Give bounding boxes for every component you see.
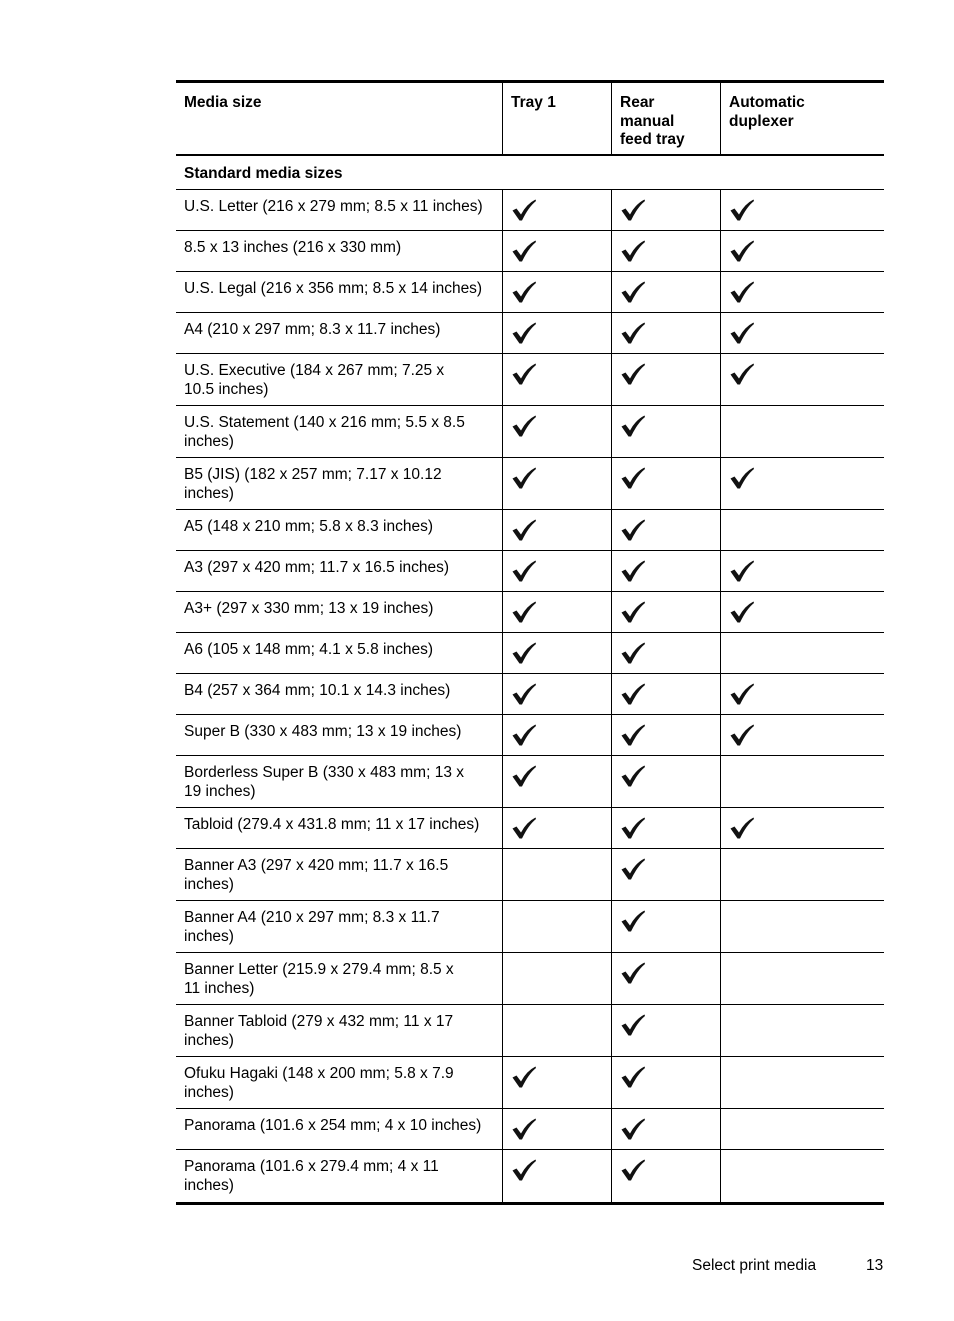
checkmark-icon: [620, 1065, 712, 1089]
rear-tray-cell: [611, 354, 720, 405]
media-size-label-line: B4 (257 x 364 mm; 10.1 x 14.3 inches): [184, 682, 451, 699]
media-size-label-line: 19 inches): [184, 782, 256, 800]
duplexer-cell: [720, 354, 884, 405]
checkmark-icon: [620, 816, 712, 840]
table-row: [176, 458, 884, 510]
rear-tray-cell: [611, 1150, 720, 1202]
table-row: [176, 808, 884, 849]
header-tray-1-line: Tray 1: [511, 94, 556, 111]
media-size-label-line: Super B (330 x 483 mm; 13 x 19 inches): [184, 723, 462, 740]
checkmark-icon: [620, 414, 712, 438]
table-row: [176, 756, 884, 808]
checkmark-icon: [620, 198, 712, 222]
media-size-label-line: A4 (210 x 297 mm; 8.3 x 11.7 inches): [184, 321, 441, 338]
checkmark-icon: [729, 466, 876, 490]
duplexer-cell: [720, 551, 884, 591]
checkmark-icon: [729, 600, 876, 624]
section-row: [176, 156, 884, 190]
table-row: [176, 633, 884, 674]
duplexer-cell: [720, 849, 884, 900]
duplexer-cell: [720, 458, 884, 509]
rear-tray-cell: [611, 901, 720, 952]
checkmark-icon: [511, 1065, 603, 1089]
duplexer-cell: [720, 510, 884, 550]
tray-1-cell: [502, 272, 611, 312]
media-size-label-line: inches): [184, 927, 234, 945]
table-row: [176, 1109, 884, 1150]
media-size-cell: [176, 231, 502, 271]
media-size-label-line: inches): [184, 1031, 234, 1049]
rear-tray-cell: [611, 633, 720, 673]
duplexer-cell: [720, 272, 884, 312]
media-size-label-line: A3+ (297 x 330 mm; 13 x 19 inches): [184, 600, 434, 617]
footer-section-title: Select print media: [692, 1257, 817, 1274]
table-row: [176, 551, 884, 592]
checkmark-icon: [620, 682, 712, 706]
checkmark-icon: [511, 280, 603, 304]
table-header-row: [176, 83, 884, 154]
checkmark-icon: [620, 764, 712, 788]
tray-1-cell: [502, 849, 611, 900]
media-size-label-line: Banner A4 (210 x 297 mm; 8.3 x 11.7: [184, 909, 440, 926]
checkmark-icon: [511, 362, 603, 386]
checkmark-icon: [511, 1158, 603, 1182]
duplexer-cell: [720, 674, 884, 714]
table-row: [176, 901, 884, 953]
rear-tray-cell: [611, 715, 720, 755]
tray-1-cell: [502, 808, 611, 848]
duplexer-cell: [720, 592, 884, 632]
checkmark-icon: [620, 961, 712, 985]
checkmark-icon: [620, 239, 712, 263]
duplexer-cell: [720, 1150, 884, 1202]
tray-1-cell: [502, 1150, 611, 1202]
media-size-label-line: inches): [184, 484, 234, 502]
table-row: [176, 190, 884, 231]
media-size-label-line: inches): [184, 875, 234, 893]
media-size-cell: [176, 1005, 502, 1056]
media-size-cell: [176, 1057, 502, 1108]
rear-tray-cell: [611, 849, 720, 900]
checkmark-icon: [620, 1013, 712, 1037]
checkmark-icon: [511, 600, 603, 624]
media-size-label-line: Panorama (101.6 x 254 mm; 4 x 10 inches): [184, 1117, 482, 1134]
tray-1-cell: [502, 674, 611, 714]
checkmark-icon: [511, 466, 603, 490]
media-size-cell: [176, 953, 502, 1004]
duplexer-cell: [720, 1109, 884, 1149]
media-size-label-line: U.S. Letter (216 x 279 mm; 8.5 x 11 inches): [184, 198, 483, 215]
media-size-label-line: Banner Letter (215.9 x 279.4 mm; 8.5 x: [184, 961, 454, 978]
table-row: [176, 272, 884, 313]
checkmark-icon: [511, 198, 603, 222]
header-rear-line: Rear: [620, 94, 655, 111]
media-size-cell: [176, 1109, 502, 1149]
checkmark-icon: [620, 857, 712, 881]
section-title: Standard media sizes: [184, 165, 343, 182]
media-size-label-line: Panorama (101.6 x 279.4 mm; 4 x 11: [184, 1158, 439, 1175]
media-size-cell: [176, 633, 502, 673]
checkmark-icon: [620, 559, 712, 583]
checkmark-icon: [511, 682, 603, 706]
checkmark-icon: [511, 764, 603, 788]
table-row: [176, 1005, 884, 1057]
rear-tray-cell: [611, 458, 720, 509]
duplexer-cell: [720, 406, 884, 457]
tray-1-cell: [502, 1109, 611, 1149]
media-size-label-line: Ofuku Hagaki (148 x 200 mm; 5.8 x 7.9: [184, 1065, 454, 1082]
checkmark-icon: [729, 816, 876, 840]
media-size-label-line: A6 (105 x 148 mm; 4.1 x 5.8 inches): [184, 641, 433, 658]
rear-tray-cell: [611, 1005, 720, 1056]
checkmark-icon: [620, 466, 712, 490]
media-size-label-line: Borderless Super B (330 x 483 mm; 13 x: [184, 764, 464, 781]
checkmark-icon: [620, 1117, 712, 1141]
checkmark-icon: [511, 1117, 603, 1141]
duplexer-cell: [720, 313, 884, 353]
media-size-label-line: B5 (JIS) (182 x 257 mm; 7.17 x 10.12: [184, 466, 442, 483]
media-size-cell: [176, 849, 502, 900]
checkmark-icon: [511, 414, 603, 438]
header-automatic-duplexer: [720, 83, 884, 154]
media-size-cell: [176, 406, 502, 457]
checkmark-icon: [511, 239, 603, 263]
media-size-cell: [176, 551, 502, 591]
table-row: [176, 354, 884, 406]
header-duplexer-line: Automatic: [729, 94, 805, 111]
media-size-label-line: 10.5 inches): [184, 380, 269, 398]
media-size-label-line: inches): [184, 1083, 234, 1101]
tray-1-cell: [502, 1057, 611, 1108]
checkmark-icon: [620, 362, 712, 386]
media-size-label-line: U.S. Statement (140 x 216 mm; 5.5 x 8.5: [184, 414, 465, 431]
duplexer-cell: [720, 231, 884, 271]
table-row: [176, 231, 884, 272]
checkmark-icon: [620, 909, 712, 933]
tray-1-cell: [502, 715, 611, 755]
header-duplexer-line: duplexer: [729, 112, 794, 130]
media-size-cell: [176, 510, 502, 550]
rear-tray-cell: [611, 313, 720, 353]
media-size-cell: [176, 354, 502, 405]
duplexer-cell: [720, 633, 884, 673]
checkmark-icon: [729, 198, 876, 222]
media-size-label-line: A5 (148 x 210 mm; 5.8 x 8.3 inches): [184, 518, 433, 535]
table-row: [176, 1057, 884, 1109]
rear-tray-cell: [611, 510, 720, 550]
duplexer-cell: [720, 953, 884, 1004]
checkmark-icon: [511, 321, 603, 345]
rear-tray-cell: [611, 953, 720, 1004]
media-size-label-line: U.S. Legal (216 x 356 mm; 8.5 x 14 inches): [184, 280, 483, 297]
media-size-cell: [176, 272, 502, 312]
duplexer-cell: [720, 715, 884, 755]
header-rear-line: manual: [620, 112, 675, 130]
checkmark-icon: [620, 723, 712, 747]
duplexer-cell: [720, 1005, 884, 1056]
table-row: [176, 715, 884, 756]
media-size-label-line: inches): [184, 1176, 234, 1194]
tray-1-cell: [502, 231, 611, 271]
media-size-table: [176, 80, 884, 1205]
table-row: [176, 510, 884, 551]
duplexer-cell: [720, 901, 884, 952]
rear-tray-cell: [611, 231, 720, 271]
rear-tray-cell: [611, 190, 720, 230]
duplexer-cell: [720, 756, 884, 807]
page-number: 13: [866, 1257, 884, 1274]
rear-tray-cell: [611, 272, 720, 312]
checkmark-icon: [511, 518, 603, 542]
header-media-size: [176, 83, 502, 154]
media-size-label-line: 11 inches): [184, 979, 255, 997]
tray-1-cell: [502, 510, 611, 550]
media-size-cell: [176, 458, 502, 509]
checkmark-icon: [511, 723, 603, 747]
header-rear-line: feed tray: [620, 131, 685, 148]
table-row: [176, 1150, 884, 1202]
checkmark-icon: [511, 816, 603, 840]
table-row: [176, 592, 884, 633]
header-media-size-line: Media size: [184, 94, 262, 111]
media-size-cell: [176, 808, 502, 848]
checkmark-icon: [511, 559, 603, 583]
media-size-cell: [176, 674, 502, 714]
tray-1-cell: [502, 551, 611, 591]
header-tray-1: [502, 83, 611, 154]
tray-1-cell: [502, 756, 611, 807]
rear-tray-cell: [611, 756, 720, 807]
checkmark-icon: [729, 682, 876, 706]
tray-1-cell: [502, 458, 611, 509]
checkmark-icon: [620, 641, 712, 665]
media-size-cell: [176, 901, 502, 952]
checkmark-icon: [620, 321, 712, 345]
media-size-cell: [176, 756, 502, 807]
media-size-cell: [176, 190, 502, 230]
table-row: [176, 313, 884, 354]
media-size-cell: [176, 1150, 502, 1202]
duplexer-cell: [720, 808, 884, 848]
rear-tray-cell: [611, 406, 720, 457]
tray-1-cell: [502, 592, 611, 632]
duplexer-cell: [720, 190, 884, 230]
duplexer-cell: [720, 1057, 884, 1108]
checkmark-icon: [729, 280, 876, 304]
checkmark-icon: [729, 723, 876, 747]
table-row: [176, 953, 884, 1005]
media-size-label-line: 8.5 x 13 inches (216 x 330 mm): [184, 239, 402, 256]
table-row: [176, 674, 884, 715]
rear-tray-cell: [611, 1109, 720, 1149]
tray-1-cell: [502, 901, 611, 952]
tray-1-cell: [502, 406, 611, 457]
checkmark-icon: [729, 559, 876, 583]
table-row: [176, 406, 884, 458]
media-size-cell: [176, 313, 502, 353]
rear-tray-cell: [611, 674, 720, 714]
rear-tray-cell: [611, 808, 720, 848]
table-row: [176, 849, 884, 901]
rear-tray-cell: [611, 551, 720, 591]
media-size-label-line: Banner A3 (297 x 420 mm; 11.7 x 16.5: [184, 857, 449, 874]
rear-tray-cell: [611, 592, 720, 632]
checkmark-icon: [620, 600, 712, 624]
checkmark-icon: [511, 641, 603, 665]
media-size-label-line: A3 (297 x 420 mm; 11.7 x 16.5 inches): [184, 559, 450, 576]
table-body: [176, 190, 884, 1202]
tray-1-cell: [502, 1005, 611, 1056]
table-bottom-rule: [176, 1202, 884, 1205]
media-size-cell: [176, 592, 502, 632]
media-size-label-line: U.S. Executive (184 x 267 mm; 7.25 x: [184, 362, 445, 379]
tray-1-cell: [502, 633, 611, 673]
media-size-label-line: Tabloid (279.4 x 431.8 mm; 11 x 17 inches): [184, 816, 480, 833]
checkmark-icon: [729, 239, 876, 263]
media-size-label-line: Banner Tabloid (279 x 432 mm; 11 x 17: [184, 1013, 454, 1030]
checkmark-icon: [620, 518, 712, 542]
checkmark-icon: [729, 362, 876, 386]
tray-1-cell: [502, 953, 611, 1004]
checkmark-icon: [729, 321, 876, 345]
checkmark-icon: [620, 280, 712, 304]
header-rear-manual-feed-tray: [611, 83, 720, 154]
media-size-cell: [176, 715, 502, 755]
tray-1-cell: [502, 354, 611, 405]
rear-tray-cell: [611, 1057, 720, 1108]
checkmark-icon: [620, 1158, 712, 1182]
tray-1-cell: [502, 190, 611, 230]
media-size-label-line: inches): [184, 432, 234, 450]
tray-1-cell: [502, 313, 611, 353]
